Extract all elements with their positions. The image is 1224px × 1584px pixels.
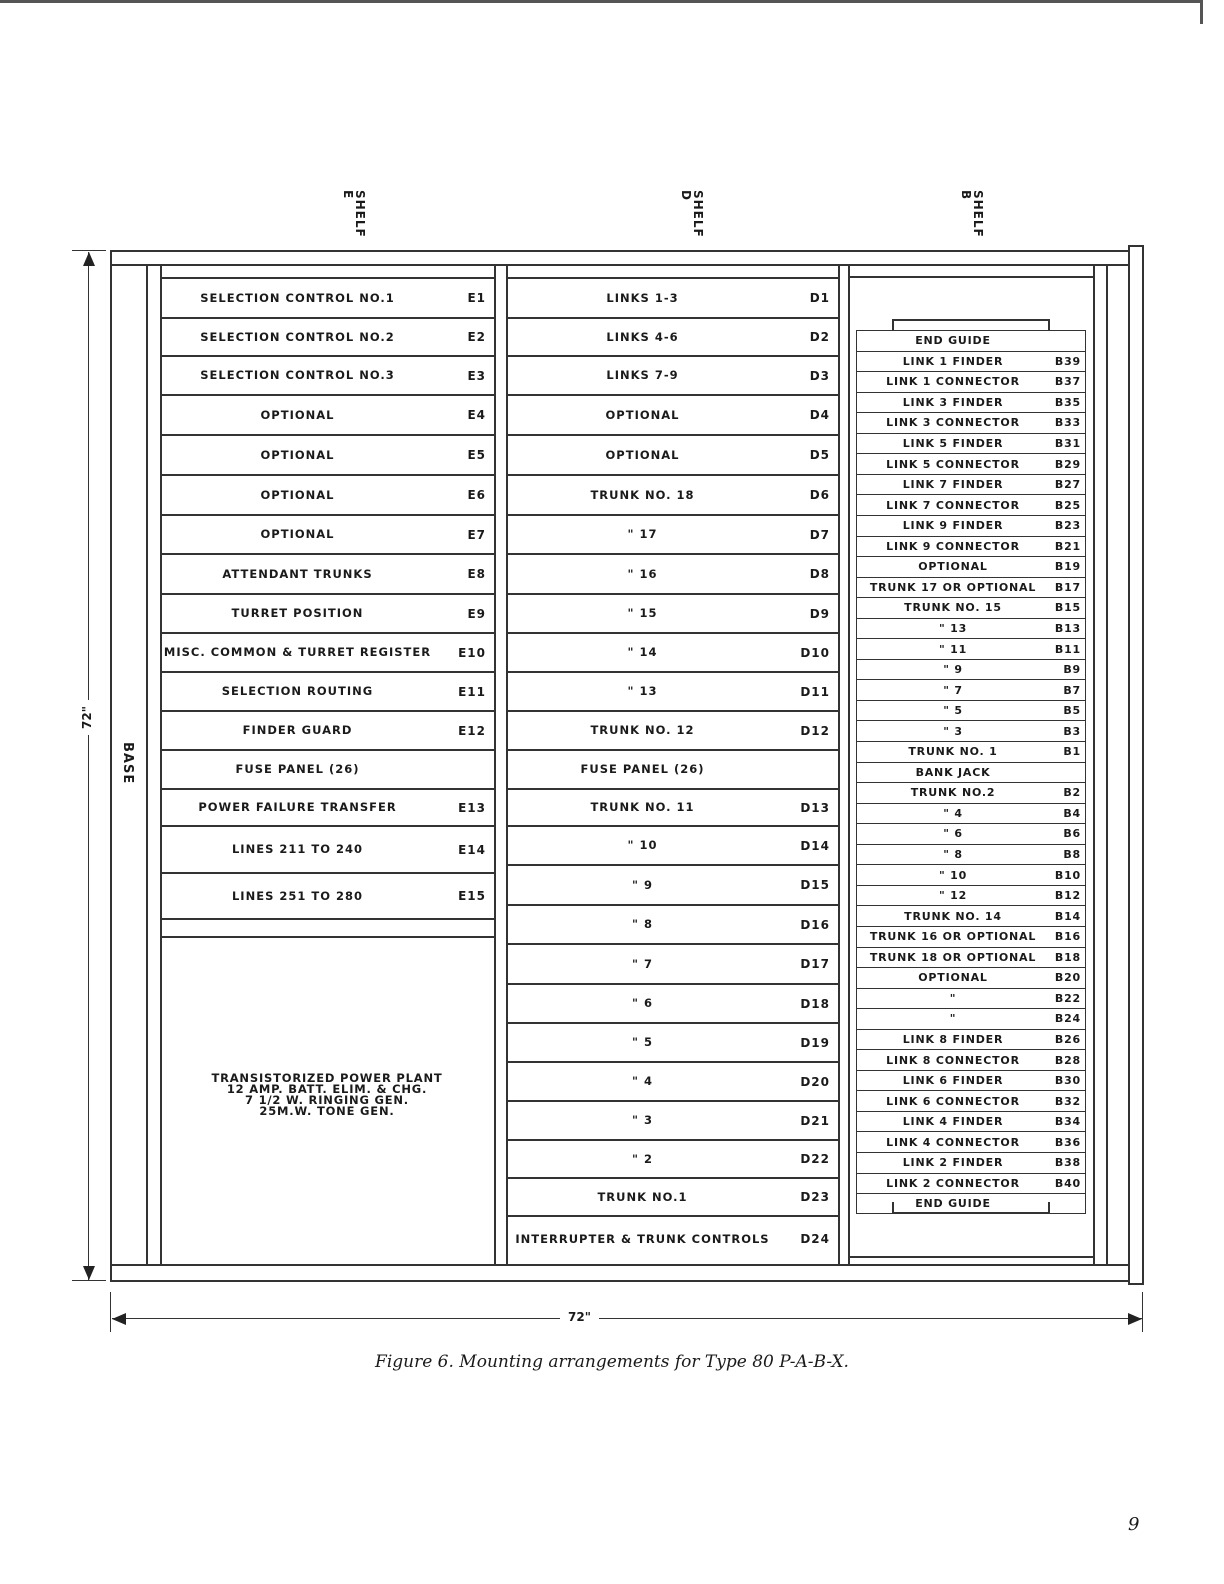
module-label: " 6	[632, 996, 653, 1010]
shelf-b-row	[857, 638, 1085, 659]
shelf-b-row	[857, 1173, 1085, 1194]
shelf-d-row	[507, 632, 838, 671]
module-label: TRUNK NO.1	[597, 1189, 688, 1204]
shelf-d-row	[507, 553, 838, 593]
shelf-d-row	[507, 1022, 838, 1061]
height-dimension-bottom-tick	[72, 1280, 106, 1281]
shelf-e-row	[161, 593, 494, 632]
shelf-e-row	[161, 710, 494, 749]
shelf-b-side-rail	[1106, 264, 1108, 1264]
module-label: TRUNK NO. 11	[590, 800, 695, 814]
module-label: " 12	[938, 889, 968, 903]
position-code: B16	[1054, 930, 1081, 944]
shelf-b-row	[857, 1131, 1085, 1152]
position-code: B2	[1063, 786, 1081, 800]
position-code: D21	[800, 1113, 830, 1128]
position-code: B1	[1063, 745, 1081, 759]
width-dimension-right-tick	[1142, 1292, 1143, 1332]
module-label: LINK 1 CONNECTOR	[886, 375, 1020, 389]
module-label: LINK 4 CONNECTOR	[886, 1135, 1020, 1149]
shelf-b-top-rail	[848, 276, 1094, 278]
position-code: D16	[800, 917, 830, 932]
position-code: B17	[1054, 580, 1081, 594]
module-label: LINK 3 CONNECTOR	[886, 416, 1020, 430]
shelf-b-row	[857, 1070, 1085, 1091]
shelf-b-row	[857, 905, 1085, 926]
module-label: LINK 5 CONNECTOR	[886, 457, 1020, 471]
shelf-b-row	[857, 494, 1085, 515]
shelf-b-row	[857, 988, 1085, 1009]
position-code: B22	[1054, 991, 1081, 1005]
position-code: E2	[467, 330, 486, 344]
module-label: LINK 6 FINDER	[902, 1074, 1004, 1088]
shelf-e-right-edge	[494, 264, 496, 1264]
module-label: SELECTION ROUTING	[221, 684, 374, 698]
shelf-e-row	[161, 514, 494, 553]
position-code: D22	[800, 1152, 830, 1166]
module-label: OPTIONAL	[260, 527, 335, 541]
shelf-d-row	[507, 593, 838, 632]
module-label: " 5	[632, 1035, 653, 1049]
position-code: B28	[1054, 1053, 1081, 1067]
module-label: LINK 8 CONNECTOR	[886, 1053, 1020, 1067]
module-label: " 5	[943, 704, 963, 718]
arrow-up-icon	[83, 252, 95, 266]
shelf-d-row	[507, 1100, 838, 1139]
position-code: B12	[1054, 889, 1081, 903]
module-label: LINK 8 FINDER	[902, 1032, 1004, 1046]
position-code: B30	[1054, 1074, 1081, 1088]
module-label: " 17	[627, 527, 658, 541]
shelf-d-row	[507, 277, 838, 317]
shelf-b-row	[857, 782, 1085, 803]
shelf-b-row	[857, 577, 1085, 598]
module-label: "	[949, 991, 957, 1005]
shelf-d-row	[507, 788, 838, 825]
shelf-b-row	[857, 720, 1085, 741]
module-label: LINK 7 CONNECTOR	[886, 498, 1020, 512]
module-label: LINK 3 FINDER	[902, 395, 1004, 409]
module-label: " 8	[632, 917, 653, 931]
module-label: " 10	[627, 838, 658, 852]
position-code: E6	[467, 488, 486, 502]
module-label: SELECTION CONTROL NO.2	[200, 329, 395, 344]
shelf-b-row	[857, 700, 1085, 721]
shelf-e-row	[161, 553, 494, 593]
shelf-e-row	[161, 277, 494, 317]
position-code: B24	[1054, 1012, 1081, 1026]
module-label: POWER FAILURE TRANSFER	[198, 800, 397, 814]
power-plant-line: 7 1/2 W. RINGING GEN.	[245, 1093, 409, 1107]
module-label: " 3	[943, 724, 963, 738]
shelf-b-row	[857, 679, 1085, 700]
position-code: B23	[1054, 519, 1081, 533]
shelf-b-row	[857, 741, 1085, 762]
module-label: OPTIONAL	[260, 487, 335, 502]
shelf-d-row	[507, 671, 838, 710]
shelf-d-right-edge	[838, 264, 840, 1264]
position-code: B39	[1054, 354, 1081, 368]
position-code: B40	[1054, 1176, 1081, 1190]
module-label: " 4	[943, 806, 963, 820]
position-code: B29	[1054, 457, 1081, 471]
position-code: B4	[1063, 806, 1081, 820]
position-code: D9	[809, 606, 830, 621]
shelf-d-row	[507, 904, 838, 943]
shelf-b-row	[857, 536, 1085, 557]
module-label: " 15	[627, 606, 658, 620]
shelf-b-row	[857, 1152, 1085, 1173]
module-label: LINK 6 CONNECTOR	[886, 1094, 1020, 1108]
module-label: TRUNK NO. 1	[908, 745, 998, 759]
figure-caption: Figure 6. Mounting arrangements for Type 80 P-A-B-X.	[375, 1352, 849, 1372]
position-code: E10	[458, 645, 486, 660]
height-dimension-line	[88, 252, 89, 1280]
position-code: B34	[1054, 1115, 1081, 1129]
shelf-e-row	[161, 788, 494, 825]
module-label: TURRET POSITION	[231, 606, 364, 620]
width-dimension-line	[112, 1318, 1142, 1319]
position-code: D6	[809, 488, 830, 502]
position-code: D18	[800, 996, 830, 1011]
shelf-e-row	[161, 872, 494, 918]
module-label: TRUNK 16 OR OPTIONAL	[869, 930, 1037, 944]
module-label: INTERRUPTER & TRUNK CONTROLS	[515, 1231, 770, 1246]
shelf-b-row	[857, 947, 1085, 968]
power-plant-line: TRANSISTORIZED POWER PLANT	[211, 1071, 443, 1085]
position-code: D19	[800, 1035, 830, 1050]
shelf-e-row	[161, 355, 494, 394]
position-code: B9	[1063, 663, 1081, 677]
shelf-b-header: SHELF B	[959, 190, 985, 238]
position-code: E9	[467, 606, 486, 621]
shelf-d-row	[507, 749, 838, 788]
module-label: LINK 2 CONNECTOR	[886, 1176, 1020, 1190]
shelf-d-row	[507, 1177, 838, 1215]
shelf-d-row	[507, 317, 838, 355]
position-code: E11	[458, 684, 486, 699]
position-code: D11	[800, 684, 830, 699]
module-label: " 3	[632, 1113, 653, 1127]
module-label: OPTIONAL	[918, 560, 988, 574]
width-dimension-label: 72"	[560, 1310, 599, 1324]
position-code: D15	[800, 878, 830, 892]
position-code: B7	[1063, 683, 1081, 697]
position-code: D13	[800, 800, 830, 815]
shelf-b-row	[857, 515, 1085, 536]
shelf-d-row	[507, 983, 838, 1022]
shelf-b-row	[857, 803, 1085, 824]
module-label: LINKS 1-3	[606, 290, 679, 305]
module-label: TRUNK 18 OR OPTIONAL	[869, 950, 1037, 964]
module-label: TRUNK NO. 18	[590, 487, 695, 502]
module-label: " 7	[943, 683, 963, 697]
module-label: " 14	[627, 645, 658, 659]
position-code: B26	[1054, 1032, 1081, 1046]
shelf-e-row	[161, 474, 494, 514]
position-code: B36	[1054, 1135, 1081, 1149]
position-code: B35	[1054, 395, 1081, 409]
position-code: D3	[809, 368, 830, 383]
module-label: SELECTION CONTROL NO.1	[200, 290, 395, 305]
shelf-e-row	[161, 394, 494, 434]
position-code: E8	[467, 567, 486, 581]
position-code: B32	[1054, 1094, 1081, 1108]
module-label: " 16	[627, 566, 658, 581]
shelf-e-header: SHELF E	[341, 190, 367, 238]
module-label: LINES 251 TO 280	[231, 888, 363, 903]
shelf-b-row	[857, 659, 1085, 680]
position-code: D10	[800, 645, 830, 660]
position-code: E13	[458, 800, 486, 815]
position-code: B6	[1063, 827, 1081, 841]
shelf-b-row	[857, 1111, 1085, 1132]
position-code: B19	[1054, 560, 1081, 574]
position-code: E12	[458, 723, 486, 738]
module-label: OPTIONAL	[260, 407, 335, 422]
shelf-b-row	[857, 844, 1085, 865]
shelf-b-row	[857, 392, 1085, 413]
position-code: E5	[467, 448, 486, 462]
bottom-rail	[110, 1264, 1130, 1266]
module-label: LINK 2 FINDER	[902, 1156, 1004, 1170]
shelf-b-row	[857, 926, 1085, 947]
position-code: D1	[809, 291, 830, 305]
shelf-e-row	[161, 632, 494, 671]
module-label: " 9	[943, 663, 963, 677]
shelf-b-row	[857, 762, 1085, 783]
position-code: B5	[1063, 704, 1081, 718]
position-code: B37	[1054, 375, 1081, 389]
position-code: D17	[800, 957, 830, 971]
module-label: OPTIONAL	[918, 971, 988, 985]
position-code: B11	[1054, 642, 1081, 656]
position-code: E1	[467, 291, 486, 305]
position-code: B3	[1063, 724, 1081, 738]
position-code: D20	[800, 1074, 830, 1089]
module-label: " 9	[632, 877, 653, 892]
page-number: 9	[1128, 1514, 1140, 1535]
position-code: D12	[800, 723, 830, 738]
module-label: END GUIDE	[915, 1197, 991, 1211]
module-label: TRUNK NO.2	[910, 786, 996, 800]
shelf-d-row	[507, 864, 838, 904]
position-code: B31	[1054, 437, 1081, 451]
position-code: D24	[800, 1232, 830, 1246]
shelf-b-row	[857, 967, 1085, 988]
shelf-b-row	[857, 351, 1085, 372]
shelf-e-row	[161, 825, 494, 872]
position-code: D2	[809, 330, 830, 344]
width-dimension-left-tick	[110, 1292, 111, 1332]
shelf-b-row	[857, 1008, 1085, 1029]
module-label: LINK 1 FINDER	[902, 354, 1004, 368]
module-label: LINES 211 TO 240	[231, 842, 363, 856]
position-code: D4	[809, 408, 830, 422]
shelf-b-row	[857, 597, 1085, 618]
shelf-b-row	[857, 412, 1085, 433]
module-label: "	[949, 1012, 957, 1026]
shelf-b-row	[857, 1049, 1085, 1070]
shelf-b-row	[857, 1090, 1085, 1111]
position-code: B20	[1054, 971, 1081, 985]
module-label: LINKS 7-9	[606, 368, 679, 382]
shelf-e-divider	[161, 918, 494, 920]
page-top-border	[0, 0, 1200, 3]
module-label: TRUNK NO. 15	[904, 601, 1002, 615]
module-label: TRUNK NO. 12	[590, 723, 695, 737]
position-code: E7	[467, 527, 486, 542]
position-code: E4	[467, 408, 486, 422]
module-label: " 7	[632, 956, 653, 971]
module-label: LINK 5 FINDER	[902, 437, 1004, 451]
position-code: B21	[1054, 539, 1081, 553]
position-code: B14	[1054, 909, 1081, 923]
shelf-b-bottom-rail	[848, 1256, 1094, 1258]
module-label: FUSE PANEL (26)	[580, 762, 705, 776]
arrow-right-icon	[1128, 1313, 1142, 1325]
base-divider	[146, 264, 148, 1264]
shelf-d-row	[507, 710, 838, 749]
shelf-e-row	[161, 671, 494, 710]
module-label: FUSE PANEL (26)	[235, 762, 360, 776]
height-dimension-label: 72"	[80, 700, 94, 735]
base-label: BASE	[120, 742, 135, 785]
module-label: OPTIONAL	[605, 407, 680, 422]
arrow-down-icon	[83, 1266, 95, 1280]
shelf-d-row	[507, 1061, 838, 1100]
shelf-b-row	[857, 556, 1085, 577]
module-label: MISC. COMMON & TURRET REGISTER	[163, 645, 432, 659]
shelf-b-row	[857, 885, 1085, 906]
shelf-b-row	[857, 453, 1085, 474]
shelf-b-row	[857, 618, 1085, 639]
cabinet-right-post	[1128, 245, 1144, 1285]
position-code: E3	[467, 368, 486, 383]
position-code: B38	[1054, 1156, 1081, 1170]
shelf-e-divider	[161, 936, 494, 938]
position-code: B13	[1054, 621, 1081, 635]
module-label: " 8	[943, 848, 963, 862]
module-label: LINK 7 FINDER	[902, 478, 1004, 492]
shelf-b-row	[857, 330, 1085, 351]
module-label: OPTIONAL	[605, 447, 680, 462]
module-label: END GUIDE	[915, 334, 991, 348]
shelf-b-right-edge	[1093, 264, 1095, 1264]
position-code: B33	[1054, 416, 1081, 430]
power-plant-line: 25M.W. TONE GEN.	[259, 1104, 395, 1118]
position-code: E14	[458, 842, 486, 857]
shelf-d-row	[507, 1215, 838, 1261]
shelf-b-row	[857, 864, 1085, 885]
module-label: ATTENDANT TRUNKS	[222, 566, 373, 581]
module-label: " 2	[632, 1151, 653, 1166]
shelf-b-row	[857, 823, 1085, 844]
module-label: " 13	[627, 684, 658, 698]
shelf-d-row	[507, 355, 838, 394]
module-label: LINK 9 CONNECTOR	[886, 539, 1020, 553]
shelf-e-row	[161, 434, 494, 474]
module-label: " 13	[938, 621, 968, 635]
power-plant-line: 12 AMP. BATT. ELIM. & CHG.	[226, 1082, 428, 1096]
module-label: SELECTION CONTROL NO.3	[200, 368, 395, 382]
position-code: D7	[809, 527, 830, 542]
shelf-b-column	[856, 330, 1086, 1214]
position-code: B27	[1054, 478, 1081, 492]
position-code: B18	[1054, 950, 1081, 964]
shelf-e-row	[161, 317, 494, 355]
module-label: BANK JACK	[915, 765, 991, 779]
shelf-d-row	[507, 514, 838, 553]
shelf-b-row	[857, 433, 1085, 454]
shelf-d-row	[507, 394, 838, 434]
shelf-d-row	[507, 943, 838, 983]
shelf-d-header: SHELF D	[679, 190, 705, 238]
module-label: FINDER GUARD	[242, 723, 353, 737]
shelf-b-left-edge	[848, 264, 850, 1264]
position-code: B15	[1054, 601, 1081, 615]
module-label: TRUNK 17 OR OPTIONAL	[869, 580, 1037, 594]
module-label: LINK 4 FINDER	[902, 1115, 1004, 1129]
shelf-b-row	[857, 474, 1085, 495]
shelf-d-row	[507, 825, 838, 864]
module-label: OPTIONAL	[260, 447, 335, 462]
module-label: LINKS 4-6	[606, 329, 679, 344]
top-rail	[110, 264, 1130, 266]
power-plant-label	[160, 1073, 494, 1117]
shelf-e-row	[161, 749, 494, 788]
module-label: " 6	[943, 827, 963, 841]
height-dimension-top-tick	[72, 250, 106, 251]
shelf-b-row	[857, 371, 1085, 392]
arrow-left-icon	[112, 1313, 126, 1325]
position-code: B25	[1054, 498, 1081, 512]
module-label: TRUNK NO. 14	[904, 909, 1002, 923]
shelf-d-row	[507, 434, 838, 474]
shelf-b-row	[857, 1029, 1085, 1050]
position-code: B8	[1063, 848, 1081, 862]
page-corner-mark	[1200, 0, 1203, 24]
shelf-d-row	[507, 1139, 838, 1177]
position-code: D14	[800, 838, 830, 853]
module-label: " 10	[938, 868, 968, 882]
shelf-b-row	[857, 1193, 1085, 1214]
module-label: " 4	[632, 1074, 653, 1088]
shelf-d-row	[507, 474, 838, 514]
position-code: D8	[809, 567, 830, 581]
position-code: B10	[1054, 868, 1081, 882]
position-code: D5	[809, 448, 830, 462]
position-code: D23	[800, 1190, 830, 1204]
module-label: " 11	[938, 642, 968, 656]
position-code: E15	[458, 889, 486, 903]
module-label: LINK 9 FINDER	[902, 519, 1004, 533]
